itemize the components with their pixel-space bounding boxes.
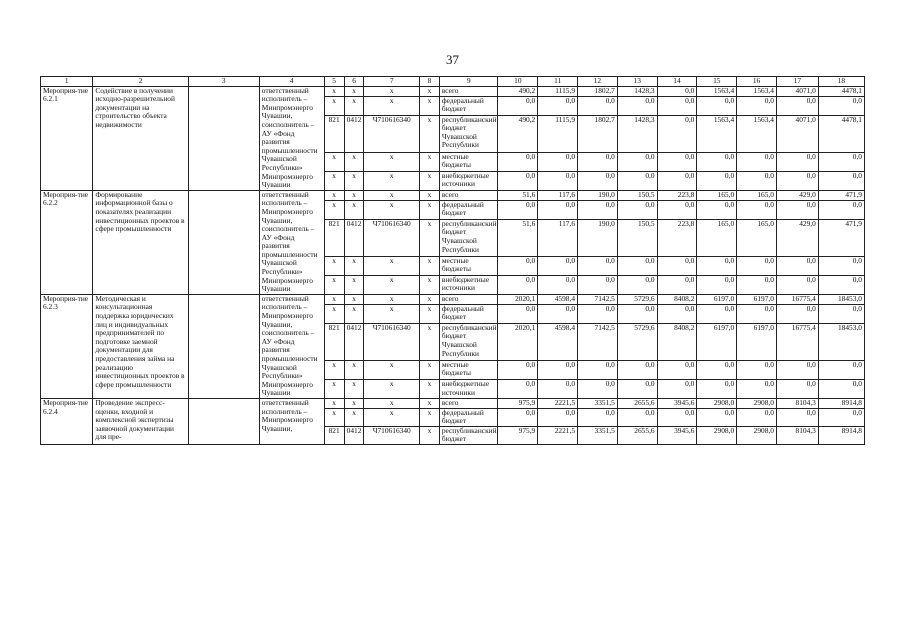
amount-cell: 4478,1 bbox=[818, 86, 864, 96]
amount-cell: 0,0 bbox=[617, 275, 657, 294]
funding-source-cell: республиканский бюджет bbox=[439, 426, 498, 444]
amount-cell: 3351,5 bbox=[578, 398, 618, 408]
amount-cell: 150,5 bbox=[617, 190, 657, 200]
measure-participants bbox=[188, 86, 259, 190]
amount-cell: 7142,5 bbox=[578, 294, 618, 304]
amount-cell: 0,0 bbox=[498, 171, 538, 190]
amount-cell: 0,0 bbox=[737, 304, 777, 323]
gov-code-cell: х bbox=[324, 275, 344, 294]
table-row bbox=[41, 190, 865, 200]
amount-cell: 0,0 bbox=[538, 379, 578, 398]
amount-cell: 1563,4 bbox=[697, 86, 737, 96]
amount-cell: 0,0 bbox=[818, 171, 864, 190]
funding-source-cell: республиканский бюджет Чувашской Республики bbox=[439, 219, 498, 256]
amount-cell: 0,0 bbox=[697, 171, 737, 190]
amount-cell: 1115,9 bbox=[538, 115, 578, 152]
expense-type-cell: х bbox=[419, 398, 439, 408]
amount-cell: 0,0 bbox=[578, 96, 618, 115]
gov-code-cell: х bbox=[324, 171, 344, 190]
amount-cell: 190,0 bbox=[578, 219, 618, 256]
section-code-cell: 0412 bbox=[344, 426, 364, 444]
column-header: 12 bbox=[578, 77, 618, 87]
measure-participants bbox=[188, 294, 259, 398]
amount-cell: 0,0 bbox=[498, 96, 538, 115]
amount-cell: 8914,8 bbox=[818, 426, 864, 444]
expense-type-cell: х bbox=[419, 294, 439, 304]
amount-cell: 0,0 bbox=[538, 408, 578, 426]
funding-source-cell: всего bbox=[439, 398, 498, 408]
amount-cell: 6197,0 bbox=[737, 294, 777, 304]
expense-type-cell: х bbox=[419, 360, 439, 379]
column-header: 18 bbox=[818, 77, 864, 87]
amount-cell: 0,0 bbox=[498, 360, 538, 379]
expense-type-cell: х bbox=[419, 171, 439, 190]
funding-source-cell: внебюджетные источники bbox=[439, 171, 498, 190]
expense-type-cell: х bbox=[419, 426, 439, 444]
section-code-cell: х bbox=[344, 152, 364, 171]
gov-code-cell: х bbox=[324, 190, 344, 200]
column-header: 17 bbox=[776, 77, 818, 87]
amount-cell: 0,0 bbox=[818, 96, 864, 115]
amount-cell: 6197,0 bbox=[697, 294, 737, 304]
gov-code-cell: х bbox=[324, 360, 344, 379]
amount-cell: 0,0 bbox=[617, 360, 657, 379]
amount-cell: 0,0 bbox=[657, 96, 697, 115]
expense-type-cell: х bbox=[419, 323, 439, 360]
amount-cell: 190,0 bbox=[578, 190, 618, 200]
amount-cell: 1563,4 bbox=[697, 115, 737, 152]
section-code-cell: х bbox=[344, 190, 364, 200]
amount-cell: 0,0 bbox=[737, 200, 777, 219]
amount-cell: 0,0 bbox=[697, 152, 737, 171]
column-header: 3 bbox=[188, 77, 259, 87]
gov-code-cell: 821 bbox=[324, 323, 344, 360]
target-item-cell: х bbox=[364, 379, 419, 398]
column-header: 13 bbox=[617, 77, 657, 87]
amount-cell: 0,0 bbox=[498, 408, 538, 426]
amount-cell: 429,0 bbox=[776, 219, 818, 256]
target-item-cell: х bbox=[364, 152, 419, 171]
amount-cell: 0,0 bbox=[578, 200, 618, 219]
amount-cell: 0,0 bbox=[697, 275, 737, 294]
amount-cell: 2908,0 bbox=[697, 426, 737, 444]
amount-cell: 117,6 bbox=[538, 219, 578, 256]
amount-cell: 0,0 bbox=[578, 152, 618, 171]
column-header: 4 bbox=[259, 77, 324, 87]
expense-type-cell: х bbox=[419, 408, 439, 426]
amount-cell: 2655,6 bbox=[617, 426, 657, 444]
amount-cell: 2020,1 bbox=[498, 323, 538, 360]
expense-type-cell: х bbox=[419, 256, 439, 275]
amount-cell: 16775,4 bbox=[776, 294, 818, 304]
amount-cell: 2908,0 bbox=[737, 398, 777, 408]
amount-cell: 1115,9 bbox=[538, 86, 578, 96]
amount-cell: 0,0 bbox=[657, 275, 697, 294]
column-header: 5 bbox=[324, 77, 344, 87]
target-item-cell: х bbox=[364, 294, 419, 304]
amount-cell: 0,0 bbox=[538, 171, 578, 190]
section-code-cell: х bbox=[344, 86, 364, 96]
column-header: 7 bbox=[364, 77, 419, 87]
target-item-cell: Ч710616340 bbox=[364, 323, 419, 360]
amount-cell: 0,0 bbox=[657, 408, 697, 426]
amount-cell: 0,0 bbox=[697, 408, 737, 426]
column-header: 10 bbox=[498, 77, 538, 87]
column-header: 1 bbox=[41, 77, 93, 87]
amount-cell: 490,2 bbox=[498, 115, 538, 152]
column-header: 14 bbox=[657, 77, 697, 87]
amount-cell: 4478,1 bbox=[818, 115, 864, 152]
amount-cell: 165,0 bbox=[697, 219, 737, 256]
amount-cell: 0,0 bbox=[737, 360, 777, 379]
expense-type-cell: х bbox=[419, 190, 439, 200]
funding-source-cell: всего bbox=[439, 294, 498, 304]
amount-cell: 0,0 bbox=[498, 379, 538, 398]
amount-cell: 0,0 bbox=[578, 256, 618, 275]
amount-cell: 8408,2 bbox=[657, 294, 697, 304]
amount-cell: 4598,4 bbox=[538, 323, 578, 360]
amount-cell: 0,0 bbox=[776, 379, 818, 398]
amount-cell: 18453,0 bbox=[818, 294, 864, 304]
funding-source-cell: федеральный бюджет bbox=[439, 96, 498, 115]
amount-cell: 0,0 bbox=[697, 96, 737, 115]
amount-cell: 8408,2 bbox=[657, 323, 697, 360]
amount-cell: 165,0 bbox=[737, 190, 777, 200]
table-header bbox=[41, 77, 865, 87]
section-code-cell: х bbox=[344, 398, 364, 408]
funding-source-cell: федеральный бюджет bbox=[439, 304, 498, 323]
section-code-cell: х bbox=[344, 256, 364, 275]
target-item-cell: х bbox=[364, 190, 419, 200]
target-item-cell: х bbox=[364, 304, 419, 323]
funding-source-cell: внебюджетные источники bbox=[439, 275, 498, 294]
amount-cell: 4598,4 bbox=[538, 294, 578, 304]
measure-executor: ответственный исполнитель – Минпромэнерго Чувашии, соисполнитель – АУ «Фонд развития промышленности Чувашской Республики» Минпромэнерго Чувашии bbox=[259, 190, 324, 294]
section-code-cell: х bbox=[344, 275, 364, 294]
amount-cell: 0,0 bbox=[776, 275, 818, 294]
target-item-cell: х bbox=[364, 398, 419, 408]
amount-cell: 0,0 bbox=[498, 275, 538, 294]
amount-cell: 0,0 bbox=[697, 379, 737, 398]
amount-cell: 0,0 bbox=[538, 360, 578, 379]
amount-cell: 0,0 bbox=[498, 304, 538, 323]
amount-cell: 0,0 bbox=[617, 256, 657, 275]
amount-cell: 1428,3 bbox=[617, 86, 657, 96]
funding-source-cell: местные бюджеты bbox=[439, 152, 498, 171]
amount-cell: 0,0 bbox=[818, 275, 864, 294]
gov-code-cell: х bbox=[324, 200, 344, 219]
amount-cell: 223,8 bbox=[657, 190, 697, 200]
amount-cell: 51,6 bbox=[498, 219, 538, 256]
amount-cell: 165,0 bbox=[737, 219, 777, 256]
amount-cell: 0,0 bbox=[538, 200, 578, 219]
gov-code-cell: 821 bbox=[324, 219, 344, 256]
gov-code-cell: 821 bbox=[324, 426, 344, 444]
table-row bbox=[41, 294, 865, 304]
measure-code: Мероприя-тие 6.2.3 bbox=[41, 294, 93, 398]
amount-cell: 5729,6 bbox=[617, 294, 657, 304]
amount-cell: 18453,0 bbox=[818, 323, 864, 360]
amount-cell: 0,0 bbox=[697, 360, 737, 379]
gov-code-cell: х bbox=[324, 152, 344, 171]
gov-code-cell: х bbox=[324, 398, 344, 408]
measure-executor: ответственный исполнитель – Минпромэнерго Чувашии, соисполнитель – АУ «Фонд развития промышленности Чувашской Республики» Минпромэнерго Чувашии bbox=[259, 294, 324, 398]
amount-cell: 0,0 bbox=[657, 304, 697, 323]
amount-cell: 0,0 bbox=[617, 200, 657, 219]
amount-cell: 0,0 bbox=[737, 96, 777, 115]
amount-cell: 471,9 bbox=[818, 219, 864, 256]
section-code-cell: х bbox=[344, 294, 364, 304]
funding-source-cell: всего bbox=[439, 86, 498, 96]
amount-cell: 0,0 bbox=[498, 152, 538, 171]
amount-cell: 4071,0 bbox=[776, 86, 818, 96]
amount-cell: 0,0 bbox=[657, 115, 697, 152]
section-code-cell: 0412 bbox=[344, 323, 364, 360]
target-item-cell: х bbox=[364, 408, 419, 426]
gov-code-cell: х bbox=[324, 294, 344, 304]
gov-code-cell: х bbox=[324, 304, 344, 323]
amount-cell: 2221,5 bbox=[538, 398, 578, 408]
amount-cell: 5729,6 bbox=[617, 323, 657, 360]
amount-cell: 3945,6 bbox=[657, 398, 697, 408]
amount-cell: 6197,0 bbox=[737, 323, 777, 360]
funding-source-cell: внебюджетные источники bbox=[439, 379, 498, 398]
expense-type-cell: х bbox=[419, 115, 439, 152]
amount-cell: 0,0 bbox=[776, 152, 818, 171]
amount-cell: 223,8 bbox=[657, 219, 697, 256]
amount-cell: 8914,8 bbox=[818, 398, 864, 408]
expense-type-cell: х bbox=[419, 304, 439, 323]
table-row bbox=[41, 398, 865, 408]
amount-cell: 0,0 bbox=[776, 200, 818, 219]
funding-source-cell: республиканский бюджет Чувашской Республики bbox=[439, 323, 498, 360]
section-code-cell: х bbox=[344, 408, 364, 426]
column-header: 6 bbox=[344, 77, 364, 87]
amount-cell: 0,0 bbox=[538, 96, 578, 115]
target-item-cell: х bbox=[364, 96, 419, 115]
gov-code-cell: х bbox=[324, 96, 344, 115]
target-item-cell: Ч710616340 bbox=[364, 115, 419, 152]
amount-cell: 975,9 bbox=[498, 398, 538, 408]
budget-table bbox=[40, 76, 865, 445]
expense-type-cell: х bbox=[419, 379, 439, 398]
amount-cell: 0,0 bbox=[737, 408, 777, 426]
amount-cell: 3945,6 bbox=[657, 426, 697, 444]
column-header: 2 bbox=[93, 77, 188, 87]
amount-cell: 0,0 bbox=[498, 256, 538, 275]
column-header: 9 bbox=[439, 77, 498, 87]
measure-participants bbox=[188, 190, 259, 294]
amount-cell: 0,0 bbox=[617, 408, 657, 426]
target-item-cell: х bbox=[364, 275, 419, 294]
amount-cell: 0,0 bbox=[776, 96, 818, 115]
amount-cell: 0,0 bbox=[617, 171, 657, 190]
column-header: 15 bbox=[697, 77, 737, 87]
amount-cell: 2020,1 bbox=[498, 294, 538, 304]
amount-cell: 16775,4 bbox=[776, 323, 818, 360]
target-item-cell: х bbox=[364, 360, 419, 379]
gov-code-cell: х bbox=[324, 408, 344, 426]
amount-cell: 0,0 bbox=[818, 379, 864, 398]
amount-cell: 0,0 bbox=[737, 152, 777, 171]
measure-name: Методическая и консультационная поддержка юридических лиц и индивидуальных предпринимателей по подготовке заемной документации для предоставления займа на реализацию инвестиционных проектов в сфере промышленности bbox=[93, 294, 188, 398]
section-code-cell: х bbox=[344, 360, 364, 379]
target-item-cell: х bbox=[364, 86, 419, 96]
section-code-cell: х bbox=[344, 304, 364, 323]
amount-cell: 0,0 bbox=[657, 86, 697, 96]
amount-cell: 0,0 bbox=[538, 275, 578, 294]
amount-cell: 0,0 bbox=[657, 379, 697, 398]
amount-cell: 0,0 bbox=[617, 152, 657, 171]
amount-cell: 1428,3 bbox=[617, 115, 657, 152]
amount-cell: 0,0 bbox=[657, 152, 697, 171]
amount-cell: 0,0 bbox=[617, 379, 657, 398]
amount-cell: 0,0 bbox=[657, 360, 697, 379]
section-code-cell: х bbox=[344, 96, 364, 115]
amount-cell: 0,0 bbox=[776, 171, 818, 190]
amount-cell: 0,0 bbox=[578, 275, 618, 294]
amount-cell: 0,0 bbox=[818, 360, 864, 379]
measure-code: Мероприя-тие 6.2.2 bbox=[41, 190, 93, 294]
funding-source-cell: федеральный бюджет bbox=[439, 200, 498, 219]
amount-cell: 0,0 bbox=[578, 408, 618, 426]
amount-cell: 0,0 bbox=[818, 200, 864, 219]
expense-type-cell: х bbox=[419, 96, 439, 115]
amount-cell: 2908,0 bbox=[697, 398, 737, 408]
measure-code: Мероприя-тие 6.2.4 bbox=[41, 398, 93, 444]
gov-code-cell: х bbox=[324, 379, 344, 398]
measure-executor: ответственный исполнитель – Минпромэнерго Чувашии, соисполнитель – АУ «Фонд развития промышленности Чувашской Республики» Минпромэнерго Чувашии bbox=[259, 86, 324, 190]
target-item-cell: х bbox=[364, 256, 419, 275]
funding-source-cell: республиканский бюджет Чувашской Республики bbox=[439, 115, 498, 152]
funding-source-cell: местные бюджеты bbox=[439, 256, 498, 275]
section-code-cell: х bbox=[344, 200, 364, 219]
funding-source-cell: местные бюджеты bbox=[439, 360, 498, 379]
amount-cell: 0,0 bbox=[498, 200, 538, 219]
amount-cell: 0,0 bbox=[617, 304, 657, 323]
target-item-cell: х bbox=[364, 200, 419, 219]
amount-cell: 3351,5 bbox=[578, 426, 618, 444]
amount-cell: 0,0 bbox=[737, 379, 777, 398]
expense-type-cell: х bbox=[419, 275, 439, 294]
amount-cell: 8104,3 bbox=[776, 398, 818, 408]
amount-cell: 490,2 bbox=[498, 86, 538, 96]
funding-source-cell: всего bbox=[439, 190, 498, 200]
amount-cell: 0,0 bbox=[657, 256, 697, 275]
column-header: 16 bbox=[737, 77, 777, 87]
gov-code-cell: х bbox=[324, 86, 344, 96]
amount-cell: 51,6 bbox=[498, 190, 538, 200]
measure-name: Проведение экспресс-оценки, входной и комплексной экспертизы заявочной документации для пре- bbox=[93, 398, 188, 444]
amount-cell: 8104,3 bbox=[776, 426, 818, 444]
section-code-cell: х bbox=[344, 379, 364, 398]
gov-code-cell: х bbox=[324, 256, 344, 275]
amount-cell: 0,0 bbox=[776, 304, 818, 323]
amount-cell: 1563,4 bbox=[737, 115, 777, 152]
amount-cell: 1802,7 bbox=[578, 86, 618, 96]
funding-source-cell: федеральный бюджет bbox=[439, 408, 498, 426]
amount-cell: 0,0 bbox=[697, 256, 737, 275]
amount-cell: 0,0 bbox=[776, 360, 818, 379]
table-row bbox=[41, 86, 865, 96]
amount-cell: 0,0 bbox=[818, 408, 864, 426]
amount-cell: 165,0 bbox=[697, 190, 737, 200]
amount-cell: 0,0 bbox=[697, 304, 737, 323]
section-code-cell: 0412 bbox=[344, 115, 364, 152]
amount-cell: 0,0 bbox=[538, 304, 578, 323]
amount-cell: 0,0 bbox=[818, 304, 864, 323]
amount-cell: 0,0 bbox=[657, 200, 697, 219]
amount-cell: 0,0 bbox=[737, 256, 777, 275]
amount-cell: 0,0 bbox=[538, 256, 578, 275]
amount-cell: 0,0 bbox=[617, 96, 657, 115]
amount-cell: 0,0 bbox=[657, 171, 697, 190]
amount-cell: 471,9 bbox=[818, 190, 864, 200]
expense-type-cell: х bbox=[419, 200, 439, 219]
measure-executor: ответственный исполнитель – Минпромэнерго Чувашии, bbox=[259, 398, 324, 444]
amount-cell: 975,9 bbox=[498, 426, 538, 444]
measure-code: Мероприя-тие 6.2.1 bbox=[41, 86, 93, 190]
expense-type-cell: х bbox=[419, 152, 439, 171]
amount-cell: 0,0 bbox=[818, 152, 864, 171]
amount-cell: 0,0 bbox=[776, 256, 818, 275]
page-number: 37 bbox=[446, 52, 459, 67]
amount-cell: 2655,6 bbox=[617, 398, 657, 408]
gov-code-cell: 821 bbox=[324, 115, 344, 152]
target-item-cell: Ч710616340 bbox=[364, 426, 419, 444]
column-header: 8 bbox=[419, 77, 439, 87]
amount-cell: 1563,4 bbox=[737, 86, 777, 96]
column-header: 11 bbox=[538, 77, 578, 87]
amount-cell: 0,0 bbox=[737, 171, 777, 190]
amount-cell: 0,0 bbox=[737, 275, 777, 294]
amount-cell: 0,0 bbox=[697, 200, 737, 219]
table-body bbox=[41, 86, 865, 444]
amount-cell: 0,0 bbox=[578, 360, 618, 379]
amount-cell: 2908,0 bbox=[737, 426, 777, 444]
amount-cell: 0,0 bbox=[818, 256, 864, 275]
amount-cell: 429,0 bbox=[776, 190, 818, 200]
measure-name: Формирование информационной базы о показателях реализации инвестиционных проектов в сфере промышленности bbox=[93, 190, 188, 294]
section-code-cell: 0412 bbox=[344, 219, 364, 256]
amount-cell: 0,0 bbox=[578, 379, 618, 398]
measure-name: Содействие в получении исходно-разрешительной документации на строительство объекта недвижимости bbox=[93, 86, 188, 190]
amount-cell: 0,0 bbox=[578, 304, 618, 323]
amount-cell: 2221,5 bbox=[538, 426, 578, 444]
section-code-cell: х bbox=[344, 171, 364, 190]
amount-cell: 150,5 bbox=[617, 219, 657, 256]
amount-cell: 117,6 bbox=[538, 190, 578, 200]
target-item-cell: Ч710616340 bbox=[364, 219, 419, 256]
amount-cell: 7142,5 bbox=[578, 323, 618, 360]
amount-cell: 6197,0 bbox=[697, 323, 737, 360]
target-item-cell: х bbox=[364, 171, 419, 190]
amount-cell: 4071,0 bbox=[776, 115, 818, 152]
expense-type-cell: х bbox=[419, 219, 439, 256]
amount-cell: 1802,7 bbox=[578, 115, 618, 152]
amount-cell: 0,0 bbox=[776, 408, 818, 426]
measure-participants bbox=[188, 398, 259, 444]
amount-cell: 0,0 bbox=[538, 152, 578, 171]
expense-type-cell: х bbox=[419, 86, 439, 96]
amount-cell: 0,0 bbox=[578, 171, 618, 190]
